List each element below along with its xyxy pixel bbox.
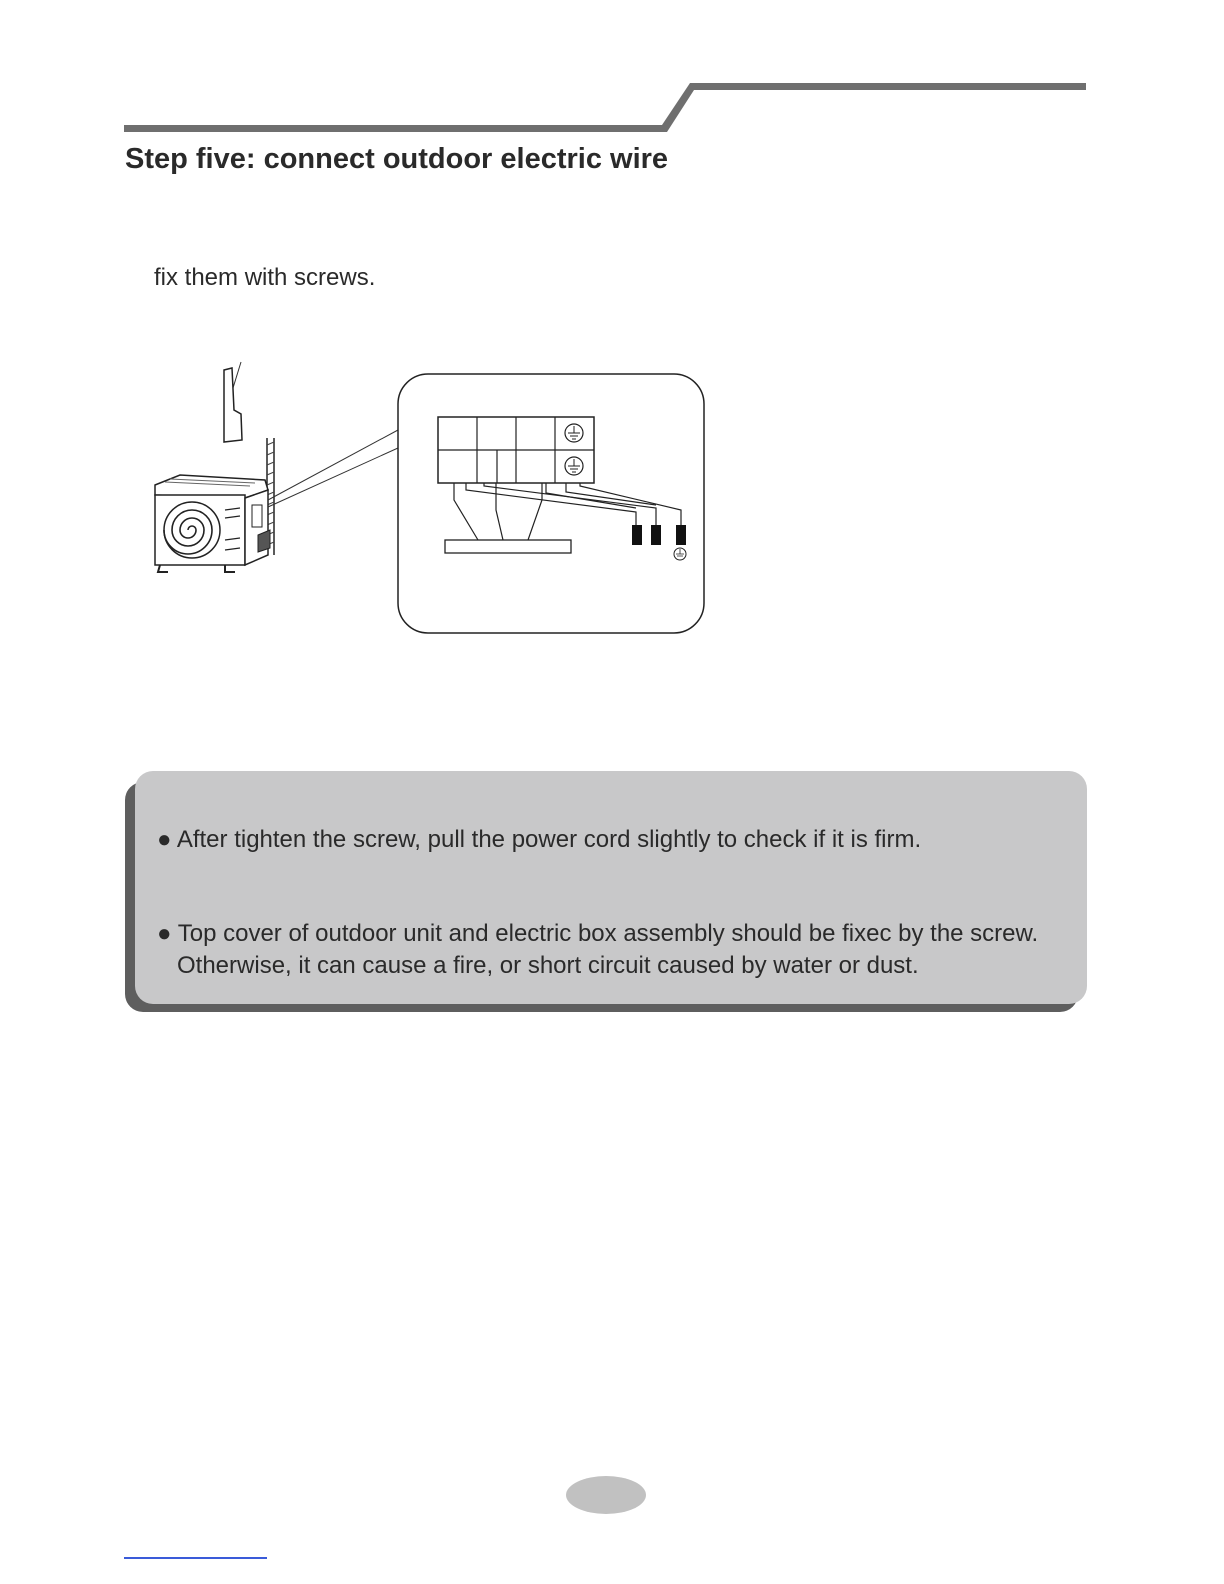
callout-lines xyxy=(268,430,398,507)
intro-text: fix them with screws. xyxy=(154,264,376,291)
callout-box xyxy=(398,374,704,633)
header-rule-shape xyxy=(124,83,1086,132)
control-board xyxy=(445,540,571,553)
outdoor-unit-icon xyxy=(155,475,270,572)
footer-link-underline[interactable] xyxy=(124,1557,267,1559)
power-plug-icon xyxy=(224,362,242,442)
wire-connectors xyxy=(632,525,686,545)
header-rule xyxy=(0,0,1224,140)
page-number-badge xyxy=(566,1476,646,1514)
wiring-diagram xyxy=(140,350,720,645)
note-item: ● After tighten the screw, pull the power cord slightly to check if it is firm. xyxy=(157,826,922,853)
page-title: Step five: connect outdoor electric wire xyxy=(125,143,669,175)
note-item: ● Top cover of outdoor unit and electric box assembly should be fixec by the screw. Otherwise, it can cause a fire, or short circuit caused by water or dust. xyxy=(157,920,1039,979)
note-panel xyxy=(135,771,1087,1004)
ground-icon xyxy=(674,548,686,560)
